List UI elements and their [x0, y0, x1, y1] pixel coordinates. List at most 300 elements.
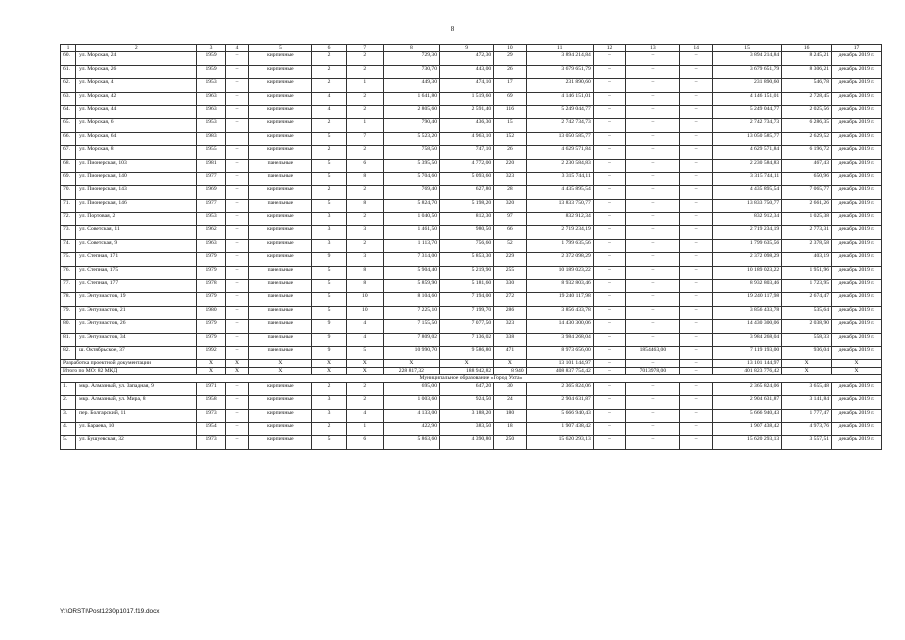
- table-cell: 2: [346, 382, 383, 395]
- table-cell: 1 799 635,56: [712, 239, 781, 252]
- table-cell: 1981: [197, 159, 225, 172]
- table-cell: –: [593, 253, 625, 266]
- table-cell: 116: [494, 105, 526, 118]
- table-cell: 8 940: [494, 367, 526, 375]
- table-cell: мкр. Алмазный, ул. Мира, 8: [76, 396, 197, 409]
- table-cell: –: [626, 119, 680, 132]
- table-cell: 2 742 734,73: [526, 119, 593, 132]
- table-cell: –: [593, 159, 625, 172]
- table-cell: 5 395,50: [383, 159, 439, 172]
- table-row: [61, 280, 882, 293]
- table-cell: 1979: [197, 253, 225, 266]
- table-cell: 62.: [61, 79, 76, 92]
- table-cell: X: [383, 360, 439, 368]
- table-cell: панельные: [249, 266, 312, 279]
- table-cell: X: [494, 360, 526, 368]
- table-cell: 1973: [197, 436, 225, 449]
- table-cell: 7 136,02: [440, 333, 494, 346]
- table-cell: 13 050 585,77: [526, 132, 593, 145]
- table-cell: 5 666 940,43: [526, 409, 593, 422]
- table-cell: 220: [494, 159, 526, 172]
- table-row: [61, 79, 882, 92]
- table-cell: X: [225, 360, 249, 368]
- table-cell: –: [680, 159, 712, 172]
- table-cell: 1992: [197, 347, 225, 360]
- table-cell: 1 951,96: [782, 266, 832, 279]
- table-cell: 13 833 750,77: [712, 199, 781, 212]
- table-cell: 2 805,60: [383, 105, 439, 118]
- table-cell: –: [225, 199, 249, 212]
- table-cell: ул. Морская, 26: [76, 65, 197, 78]
- table-cell: 7: [346, 132, 383, 145]
- table-row: [61, 105, 882, 118]
- table-cell: 1963: [197, 92, 225, 105]
- table-cell: –: [680, 92, 712, 105]
- table-cell: 3: [312, 226, 347, 239]
- table-cell: –: [680, 105, 712, 118]
- table-cell: –: [626, 172, 680, 185]
- table-row: [61, 293, 882, 306]
- table-cell: X: [249, 367, 312, 375]
- table-cell: 3 894 214,84: [712, 52, 781, 65]
- table-cell: 5 904,40: [383, 266, 439, 279]
- table-row: [61, 253, 882, 266]
- column-number-cell: 10: [494, 45, 526, 52]
- table-cell: ул. Энтузиастов, 19: [76, 293, 197, 306]
- table-cell: 4 435 895,54: [712, 186, 781, 199]
- table-row: [61, 92, 882, 105]
- table-cell: 474,10: [440, 79, 494, 92]
- table-cell: 7 155,50: [383, 320, 439, 333]
- table-cell: 1 003,60: [383, 396, 439, 409]
- table-row: [61, 423, 882, 436]
- table-cell: кирпичные: [249, 213, 312, 226]
- table-cell: 5: [346, 347, 383, 360]
- table-cell: 26: [494, 146, 526, 159]
- table-cell: –: [626, 213, 680, 226]
- table-cell: 13 833 750,77: [526, 199, 593, 212]
- table-cell: 1977: [197, 172, 225, 185]
- table-cell: 5 249 044,77: [712, 105, 781, 118]
- table-cell: декабрь 2019 г.: [832, 226, 882, 239]
- table-cell: –: [593, 436, 625, 449]
- table-cell: –: [680, 347, 712, 360]
- table-cell: декабрь 2019 г.: [832, 239, 882, 252]
- table-cell: 1971: [197, 382, 225, 395]
- table-cell: –: [593, 360, 625, 368]
- table-cell: 5: [312, 132, 347, 145]
- page-number: 8: [450, 25, 455, 33]
- table-cell: 1978: [197, 280, 225, 293]
- table-cell: 729,30: [383, 52, 439, 65]
- table-cell: мкр. Алмазный, ул. Западная, 9: [76, 382, 197, 395]
- table-cell: 627,80: [440, 186, 494, 199]
- table-cell: 1 907 438,42: [526, 423, 593, 436]
- table-row: [61, 266, 882, 279]
- table-cell: –: [680, 293, 712, 306]
- column-number-cell: 7: [346, 45, 383, 52]
- table-cell: ул. Бушуевская, 32: [76, 436, 197, 449]
- table-cell: –: [593, 52, 625, 65]
- table-cell: 1977: [197, 199, 225, 212]
- table-cell: 8 104,60: [383, 293, 439, 306]
- table-cell: –: [593, 293, 625, 306]
- table-cell: 769,40: [383, 186, 439, 199]
- table-cell: 3 141,84: [782, 396, 832, 409]
- table-cell: 1854463,00: [626, 347, 680, 360]
- table-cell: 9: [312, 333, 347, 346]
- table-cell: 9: [312, 253, 347, 266]
- table-cell: 1983: [197, 132, 225, 145]
- table-cell: 1.: [61, 382, 76, 395]
- column-number-cell: 9: [440, 45, 494, 52]
- table-cell: 436,30: [440, 119, 494, 132]
- table-cell: 408 837 754,42: [526, 367, 593, 375]
- table-cell: –: [680, 52, 712, 65]
- table-cell: –: [225, 382, 249, 395]
- table-cell: 1980: [197, 306, 225, 319]
- table-cell: 401 823 776,42: [712, 367, 781, 375]
- table-cell: кирпичные: [249, 132, 312, 145]
- table-cell: панельные: [249, 199, 312, 212]
- table-cell: –: [593, 266, 625, 279]
- table-cell: ул. Бараева, 10: [76, 423, 197, 436]
- table-cell: X: [346, 360, 383, 368]
- table-cell: –: [225, 333, 249, 346]
- column-number-cell: 3: [197, 45, 225, 52]
- table-cell: ул. Морская, 42: [76, 92, 197, 105]
- table-cell: 2 372 098,29: [712, 253, 781, 266]
- table-cell: 15: [494, 119, 526, 132]
- table-cell: 15 620 293,13: [712, 436, 781, 449]
- table-row: [61, 52, 882, 65]
- table-cell: 338: [494, 333, 526, 346]
- table-cell: 1: [346, 79, 383, 92]
- table-cell: 255: [494, 266, 526, 279]
- table-cell: 5 523,20: [383, 132, 439, 145]
- table-cell: 19 240 117,98: [712, 293, 781, 306]
- column-number-cell: 4: [225, 45, 249, 52]
- table-cell: 78.: [61, 293, 76, 306]
- table-cell: 3 679 651,79: [526, 65, 593, 78]
- table-cell: 8 932 803,46: [712, 280, 781, 293]
- table-cell: 65.: [61, 119, 76, 132]
- table-cell: 7 194,00: [440, 293, 494, 306]
- table-cell: панельные: [249, 320, 312, 333]
- table-cell: 5: [312, 172, 347, 185]
- table-cell: –: [680, 367, 712, 375]
- column-number-cell: 13: [626, 45, 680, 52]
- table-cell: 1 723,95: [782, 280, 832, 293]
- table-cell: 1959: [197, 65, 225, 78]
- table-cell: X: [312, 360, 347, 368]
- table-cell: кирпичные: [249, 253, 312, 266]
- table-cell: ул. Пионерская, 140: [76, 172, 197, 185]
- table-cell: 924,50: [440, 396, 494, 409]
- table-cell: декабрь 2019 г.: [832, 253, 882, 266]
- table-cell: 24: [494, 396, 526, 409]
- table-cell: 1 799 635,56: [526, 239, 593, 252]
- table-cell: 29: [494, 52, 526, 65]
- table-cell: 756,60: [440, 239, 494, 252]
- table-row: [61, 186, 882, 199]
- table-cell: ш. Октябрьское, 37: [76, 347, 197, 360]
- table-cell: 4: [346, 333, 383, 346]
- table-cell: 75.: [61, 253, 76, 266]
- table-row: [61, 199, 882, 212]
- table-cell: 6 196,72: [782, 146, 832, 159]
- table-cell: 1 641,80: [383, 92, 439, 105]
- table-cell: 7 225,10: [383, 306, 439, 319]
- table-cell: 3 557,51: [782, 436, 832, 449]
- table-cell: 7 065,77: [782, 186, 832, 199]
- table-cell: декабрь 2019 г.: [832, 382, 882, 395]
- table-cell: 1973: [197, 409, 225, 422]
- table-cell: 17: [494, 79, 526, 92]
- table-cell: –: [225, 213, 249, 226]
- table-cell: 61.: [61, 65, 76, 78]
- table-row: [61, 239, 882, 252]
- table-cell: декабрь 2019 г.: [832, 65, 882, 78]
- table-cell: 5 704,60: [383, 172, 439, 185]
- table-cell: 383,50: [440, 423, 494, 436]
- table-cell: 13 101 144,97: [526, 360, 593, 368]
- table-cell: 15 620 293,13: [526, 436, 593, 449]
- column-number-cell: 6: [312, 45, 347, 52]
- table-cell: панельные: [249, 280, 312, 293]
- table-cell: 5: [312, 280, 347, 293]
- table-cell: –: [680, 186, 712, 199]
- table-cell: X: [440, 360, 494, 368]
- table-cell: 4 772,00: [440, 159, 494, 172]
- table-cell: –: [626, 423, 680, 436]
- table-cell: 7 119 193,00: [712, 347, 781, 360]
- table-cell: 2 719 234,19: [712, 226, 781, 239]
- table-cell: ул. Морская, 4: [76, 79, 197, 92]
- table-cell: 812,30: [440, 213, 494, 226]
- table-cell: –: [680, 382, 712, 395]
- table-cell: 1955: [197, 146, 225, 159]
- table-cell: 3 856 433,78: [526, 306, 593, 319]
- column-number-cell: 17: [832, 45, 882, 52]
- table-cell: 1953: [197, 119, 225, 132]
- table-cell: пер. Болгарский, 11: [76, 409, 197, 422]
- table-cell: 2: [312, 186, 347, 199]
- table-cell: ул. Энтузиастов, 21: [76, 306, 197, 319]
- table-cell: 26: [494, 65, 526, 78]
- table-cell: 81.: [61, 333, 76, 346]
- table-cell: 1 040,50: [383, 213, 439, 226]
- table-cell: 3 984 268,04: [712, 333, 781, 346]
- table-cell: 3 679 651,79: [712, 65, 781, 78]
- table-cell: 1 113,70: [383, 239, 439, 252]
- table-cell: 2 728,45: [782, 92, 832, 105]
- table-cell: 471: [494, 347, 526, 360]
- table-cell: 5: [312, 306, 347, 319]
- table-cell: ул. Морская, 44: [76, 105, 197, 118]
- table-cell: 5 181,60: [440, 280, 494, 293]
- table-cell: –: [626, 293, 680, 306]
- table-row: [61, 65, 882, 78]
- table-cell: –: [680, 266, 712, 279]
- table-cell: 4 973,76: [782, 423, 832, 436]
- table-cell: 28: [494, 186, 526, 199]
- table-cell: –: [593, 280, 625, 293]
- table-cell: 2 365 824,06: [712, 382, 781, 395]
- table-cell: –: [225, 226, 249, 239]
- table-cell: –: [593, 146, 625, 159]
- table-cell: 4: [312, 92, 347, 105]
- table-cell: 10: [346, 293, 383, 306]
- table-cell: 1953: [197, 79, 225, 92]
- table-cell: 2: [312, 146, 347, 159]
- table-cell: 4 629 571,84: [526, 146, 593, 159]
- table-cell: 3 315 744,11: [712, 172, 781, 185]
- table-cell: кирпичные: [249, 65, 312, 78]
- table-cell: ул. Советская, 9: [76, 239, 197, 252]
- table-cell: 2 674,47: [782, 293, 832, 306]
- table-cell: декабрь 2019 г.: [832, 199, 882, 212]
- table-cell: декабрь 2019 г.: [832, 409, 882, 422]
- table-cell: декабрь 2019 г.: [832, 423, 882, 436]
- table-cell: 2 038,90: [782, 320, 832, 333]
- table-cell: 1: [346, 423, 383, 436]
- table-cell: 152: [494, 132, 526, 145]
- table-cell: 980,50: [440, 226, 494, 239]
- table-cell: –: [680, 65, 712, 78]
- table-cell: 19 240 117,98: [526, 293, 593, 306]
- table-cell: кирпичные: [249, 186, 312, 199]
- table-cell: 71.: [61, 199, 76, 212]
- table-cell: 323: [494, 172, 526, 185]
- table-cell: 790,40: [383, 119, 439, 132]
- table-cell: 3 984 268,04: [526, 333, 593, 346]
- table-cell: –: [680, 409, 712, 422]
- table-cell: 73.: [61, 226, 76, 239]
- table-cell: 1: [346, 119, 383, 132]
- table-cell: –: [593, 367, 625, 375]
- table-cell: 8 245,21: [782, 52, 832, 65]
- table-cell: 8: [346, 172, 383, 185]
- table-cell: 2: [346, 52, 383, 65]
- table-cell: 2 742 734,73: [712, 119, 781, 132]
- table-cell: 2 773,31: [782, 226, 832, 239]
- column-number-cell: 11: [526, 45, 593, 52]
- table-cell: кирпичные: [249, 105, 312, 118]
- table-cell: 7 809,02: [383, 333, 439, 346]
- table-row: [61, 396, 882, 409]
- table-cell: 3: [312, 396, 347, 409]
- table-cell: 4 629 571,84: [712, 146, 781, 159]
- table-cell: –: [593, 409, 625, 422]
- table-cell: 558,33: [782, 333, 832, 346]
- table-cell: ул. Портовая, 2: [76, 213, 197, 226]
- table-row: [61, 132, 882, 145]
- table-cell: –: [225, 159, 249, 172]
- table-cell: 69: [494, 92, 526, 105]
- table-cell: декабрь 2019 г.: [832, 52, 882, 65]
- table-cell: 1958: [197, 396, 225, 409]
- table-row: [61, 119, 882, 132]
- table-cell: –: [225, 306, 249, 319]
- table-cell: ул. Морская, 6: [76, 119, 197, 132]
- table-cell: 13 050 585,77: [712, 132, 781, 145]
- table-cell: 5: [312, 266, 347, 279]
- table-cell: панельные: [249, 159, 312, 172]
- table-cell: 10 990,70: [383, 347, 439, 360]
- table-cell: 272: [494, 293, 526, 306]
- table-cell: –: [626, 79, 680, 92]
- table-cell: 1959: [197, 52, 225, 65]
- table-cell: 546,78: [782, 79, 832, 92]
- project-docs-row: [61, 360, 882, 368]
- table-cell: –: [626, 333, 680, 346]
- table-cell: 4: [346, 320, 383, 333]
- table-cell: –: [626, 186, 680, 199]
- table-cell: 3: [346, 226, 383, 239]
- table-cell: –: [593, 65, 625, 78]
- table-cell: 1 777,47: [782, 409, 832, 422]
- table-cell: 467,43: [782, 159, 832, 172]
- table-cell: 64.: [61, 105, 76, 118]
- column-number-cell: 15: [712, 45, 781, 52]
- table-cell: 1 907 438,42: [712, 423, 781, 436]
- table-cell: ул. Советская, 11: [76, 226, 197, 239]
- table-cell: –: [593, 347, 625, 360]
- table-cell: 79.: [61, 306, 76, 319]
- table-cell: –: [626, 92, 680, 105]
- table-cell: ул. Пионерская, 143: [76, 186, 197, 199]
- table-cell: 7013978,00: [626, 367, 680, 375]
- table-cell: –: [680, 146, 712, 159]
- table-cell: –: [626, 52, 680, 65]
- table-cell: 231 890,60: [712, 79, 781, 92]
- table-cell: 8 973 656,00: [526, 347, 593, 360]
- table-cell: 5 198,20: [440, 199, 494, 212]
- table-cell: кирпичные: [249, 396, 312, 409]
- table-cell: –: [680, 320, 712, 333]
- table-cell: 2: [346, 213, 383, 226]
- table-cell: 69.: [61, 172, 76, 185]
- table-cell: панельные: [249, 293, 312, 306]
- table-cell: –: [225, 436, 249, 449]
- table-cell: –: [626, 146, 680, 159]
- table-cell: X: [832, 360, 882, 368]
- table-cell: 3 315 744,11: [526, 172, 593, 185]
- table-cell: 3 894 214,84: [526, 52, 593, 65]
- table-cell: ул. Морская, 64: [76, 132, 197, 145]
- table-cell: X: [832, 367, 882, 375]
- table-cell: 2 904 631,87: [712, 396, 781, 409]
- table-cell: –: [626, 409, 680, 422]
- table-cell: Итого по МО: 82 МКД: [61, 367, 197, 375]
- table-cell: 10: [346, 306, 383, 319]
- table-cell: 77.: [61, 280, 76, 293]
- table-cell: 2: [346, 239, 383, 252]
- table-cell: 832 912,34: [526, 213, 593, 226]
- column-number-row: [61, 45, 882, 52]
- table-cell: 4 390,80: [440, 436, 494, 449]
- table-cell: 472,30: [440, 52, 494, 65]
- table-cell: декабрь 2019 г.: [832, 306, 882, 319]
- table-cell: 1979: [197, 333, 225, 346]
- table-row: [61, 320, 882, 333]
- table-cell: кирпичные: [249, 423, 312, 436]
- table-cell: 229: [494, 253, 526, 266]
- table-cell: –: [225, 79, 249, 92]
- table-cell: 1 461,50: [383, 226, 439, 239]
- table-cell: [225, 132, 249, 145]
